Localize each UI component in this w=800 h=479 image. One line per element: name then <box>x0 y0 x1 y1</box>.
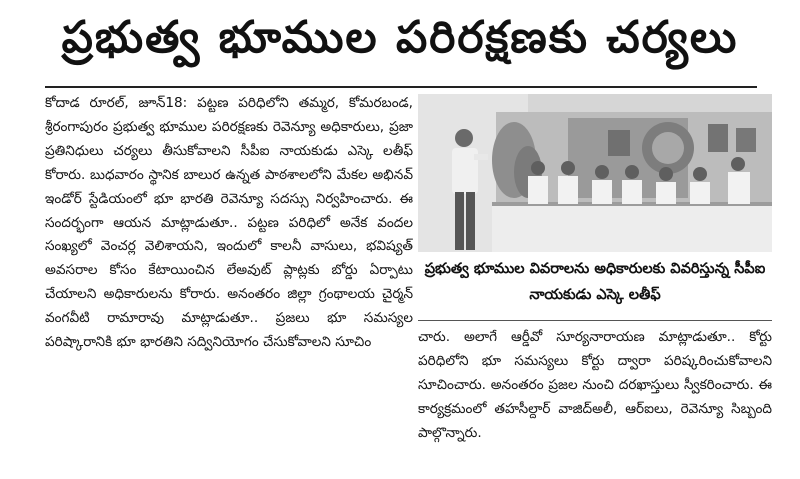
article-body-right-column <box>418 326 772 474</box>
article-paragraph-left: కోదాడ రూరల్, జూన్18: పట్టణ పరిధిలోని తమ్మర, కోమరబండ, శ్రీరంగాపురం ప్రభుత్వ భూముల పరిరక్షణకు రెవెన్యూ అధికారులు, ప్రజా ప్రతినిధులు చర్యలు తీసుకోవాలని సీపీఐ నాయకుడు ఎస్కె లతీఫ్ కోరారు. బుధవారం స్థానిక బాలుర ఉన్నత పాఠశాలలోని మేకల అభినవ్ ఇండోర్ స్టేడియంలో భూ భారతి రెవెన్యూ సదస్సు నిర్వహించారు. ఈ సందర్భంగా ఆయన మాట్లాడుతూ.. పట్టణ పరిధిలో అనేక వందల సంఖ్యలో వెంచర్ల వెలిశాయని, ఇందులో కాలనీ వాసులు, భవిష్యత్ అవసరాల కోసం కేటాయించిన లేఅవుట్ ప్లాట్లకు బోర్డు ఏర్పాటు చేయాలని అధికారులను కోరారు. అనంతరం జిల్లా గ్రంథాలయ చైర్మన్ వంగవీటి రామారావు మాట్లాడుతూ.. ప్రజలు భూ సమస్యల పరిష్కారానికి భూ భారతిని సద్వినియోగం చేసుకోవాలని సూచిం <box>45 95 413 351</box>
news-photo-illustration <box>418 94 772 252</box>
article-body-left-column <box>45 92 413 474</box>
headline-divider <box>45 86 757 88</box>
headline: ప్రభుత్వ భూముల పరిరక్షణకు చర్యలు <box>61 12 739 63</box>
caption-divider <box>418 320 772 321</box>
article-paragraph-right: చారు. అలాగే ఆర్డీవో సూర్యనారాయణ మాట్లాడుతూ.. కోర్టు పరిధిలోని భూ సమస్యలు కోర్టు ద్వారా పరిష్కరించుకోవాలని సూచించారు. అనంతరం ప్రజల నుంచి దరఖాస్తులు స్వీకరించారు. ఈ కార్యక్రమంలో తహసీల్దార్ వాజిద్అలీ, ఆర్ఐలు, రెవెన్యూ సిబ్బంది పాల్గొన్నారు. <box>418 329 772 441</box>
photo-caption: ప్రభుత్వ భూముల వివరాలను అధికారులకు వివరిస్తున్న సీపీఐ నాయకుడు ఎస్కె లతీఫ్ <box>424 261 766 303</box>
news-photo <box>418 94 772 252</box>
